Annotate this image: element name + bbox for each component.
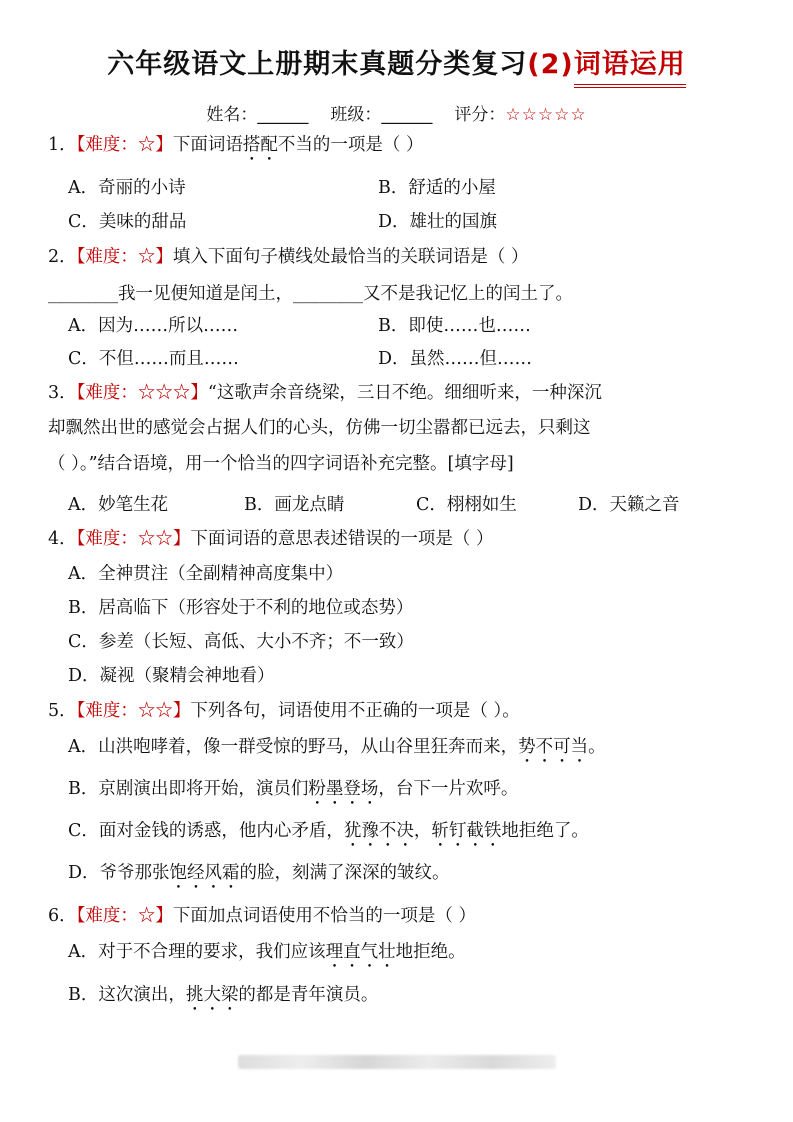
q3-option-d: D．天籁之音 [578,495,680,515]
q5-option-a: A．山洪咆哮着，像一群受惊的野马，从山谷里狂奔而来，势不可当。 [68,737,606,757]
dotted-word: 搭配 [242,135,278,155]
difficulty-badge: 【难度：☆】 [76,247,173,267]
question-2-sentence: ________我一见便知道是闰土，________又不是我记忆上的闰土了。 [48,284,573,304]
q2-option-c: C．不但……而且…… [68,349,239,369]
dotted-word: 斩钉截铁 [431,821,502,841]
question-1-stem: 1．【难度：☆】下面词语搭配不当的一项是（ ） [48,135,424,155]
score-label: 评分： [454,105,506,125]
dotted-word: 粉墨登场 [308,779,379,799]
question-3-stem: 3．【难度：☆☆☆】“这歌声余音绕梁，三日不绝。细细听来，一种深沉 [48,383,602,403]
name-field: 姓名：______ [206,105,309,125]
dotted-word: 挑大梁 [185,985,239,1005]
difficulty-badge: 【难度：☆☆】 [76,529,191,549]
question-3-stem-line3: （ ）。”结合语境，用一个恰当的四字词语补充完整。[填字母] [48,454,514,474]
q5-option-c: C．面对金钱的诱惑，他内心矛盾，犹豫不决，斩钉截铁地拒绝了。 [68,821,589,841]
dotted-word: 理直气壮 [325,942,396,962]
q1-option-c: C．美味的甜品 [68,212,187,232]
title-topic: 词语运用 [574,49,686,84]
question-2-stem: 2．【难度：☆】填入下面句子横线处最恰当的关联词语是（ ） [48,247,529,267]
difficulty-badge: 【难度：☆】 [76,135,173,155]
q3-option-b: B．画龙点睛 [244,495,345,515]
q1-option-b: B．舒适的小屋 [378,178,496,198]
q5-option-d: D．爷爷那张饱经风霜的脸，刻满了深深的皱纹。 [68,863,450,883]
q3-option-c: C．栩栩如生 [416,495,517,515]
title-number: (2) [527,49,574,80]
question-6-stem: 6．【难度：☆】下面加点词语使用不恰当的一项是（ ） [48,906,476,926]
student-info-row [0,100,793,125]
question-4-stem: 4．【难度：☆☆】下面词语的意思表述错误的一项是（ ） [48,529,494,549]
q2-option-d: D．虽然……但…… [378,349,533,369]
difficulty-badge: 【难度：☆☆☆】 [76,383,208,403]
page-title [0,42,793,81]
q1-option-d: D．雄壮的国旗 [378,212,498,232]
q3-option-a: A．妙笔生花 [68,495,169,515]
dotted-word: 犹豫不决 [343,821,414,841]
q6-option-a: A．对于不合理的要求，我们应该理直气壮地拒绝。 [68,942,466,962]
score-stars: ☆☆☆☆☆ [505,105,587,125]
blurred-footer [238,1055,556,1069]
q2-option-a: A．因为……所以…… [68,316,239,336]
class-field: 班级：______ [330,105,433,125]
q6-option-b: B．这次演出，挑大梁的都是青年演员。 [68,985,379,1005]
q1-option-a: A．奇丽的小诗 [68,178,186,198]
question-3-stem-line2: 却飘然出世的感觉会占据人们的心头，仿佛一切尘嚣都已远去，只剩这 [48,418,591,438]
q2-option-b: B．即使……也…… [378,316,531,336]
q4-option-a: A．全神贯注（全副精神高度集中） [68,564,344,584]
dotted-word: 饱经风霜 [169,863,240,883]
title-main: 六年级语文上册期末真题分类复习 [107,49,528,80]
dotted-word: 势不可当 [518,737,589,757]
q5-option-b: B．京剧演出即将开始，演员们粉墨登场，台下一片欢呼。 [68,779,519,799]
q4-option-c: C．参差（长短、高低、大小不齐；不一致） [68,632,414,652]
difficulty-badge: 【难度：☆】 [76,906,173,926]
question-5-stem: 5．【难度：☆☆】下列各句，词语使用不正确的一项是（ ）。 [48,701,520,721]
q4-option-b: B．居高临下（形容处于不利的地位或态势） [68,598,414,618]
difficulty-badge: 【难度：☆☆】 [76,701,191,721]
q4-option-d: D．凝视（聚精会神地看） [68,666,275,686]
